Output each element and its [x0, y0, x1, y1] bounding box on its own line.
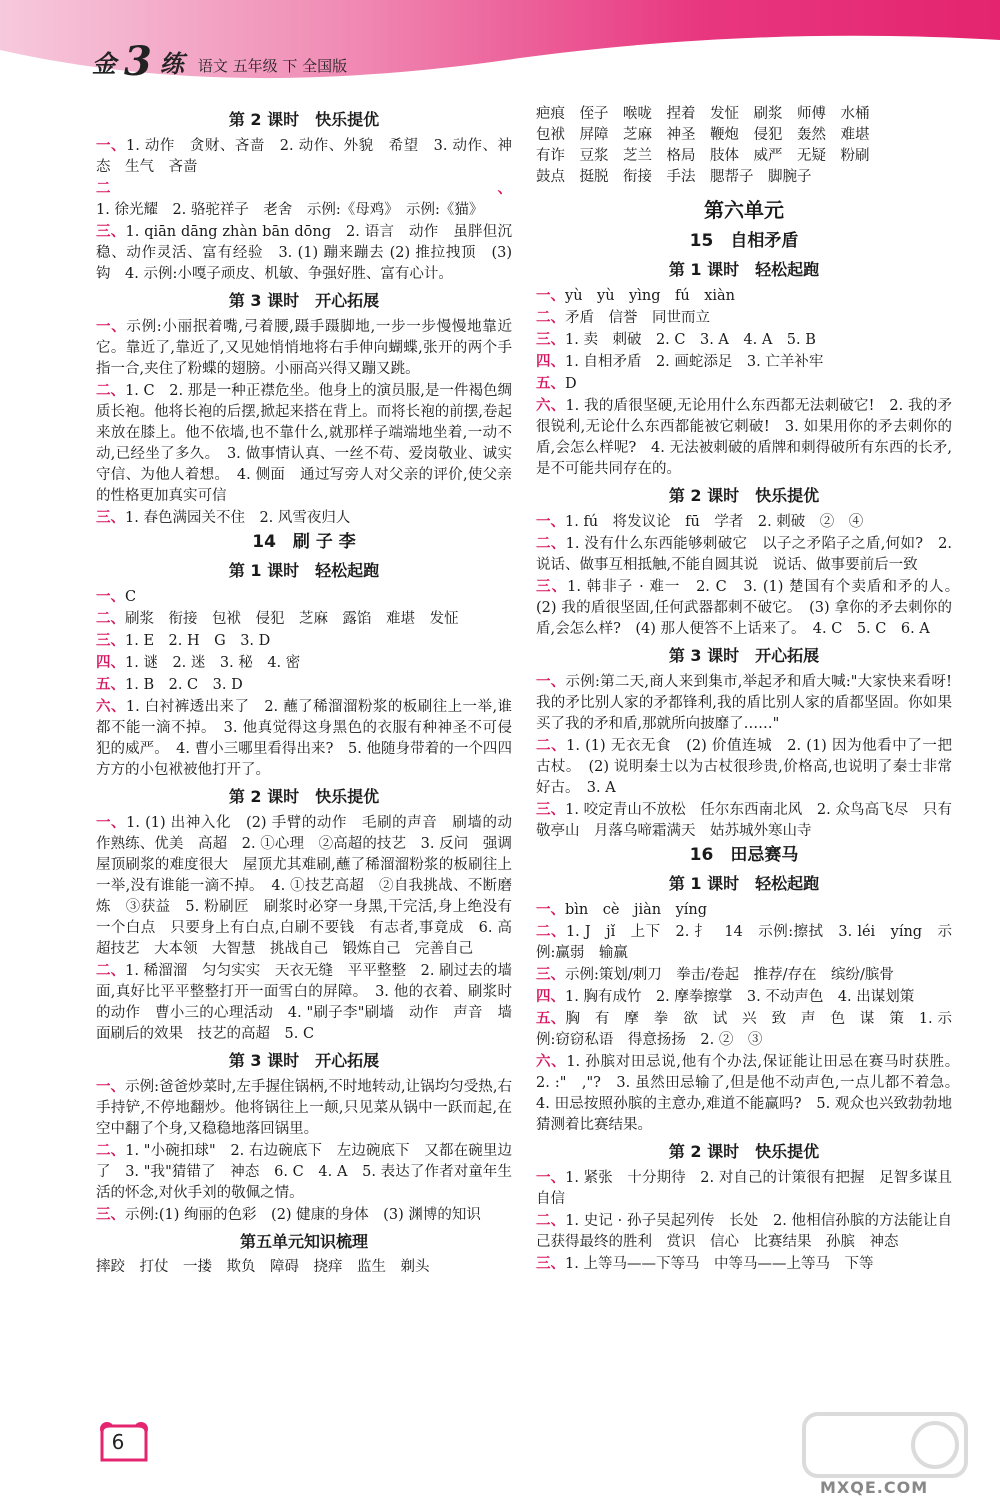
- lesson-title: [96, 529, 512, 555]
- answer-item: [536, 1051, 967, 1136]
- item-text: 示例:(1) 绚丽的色彩 (2) 健康的身体 (3) 渊博的知识: [125, 1207, 481, 1223]
- item-number-marker: 一、: [96, 588, 125, 605]
- item-text: 1. 卖 刺破 2. C 3. A 4. A 5. B: [565, 332, 816, 348]
- watermark-text: MXQE.COM: [820, 1478, 929, 1497]
- item-number-marker: 二、: [536, 737, 567, 754]
- item-number-marker: 六、: [536, 397, 566, 414]
- item-number-marker: 一、: [96, 137, 126, 154]
- answer-item: [536, 511, 952, 533]
- item-text: 第 2 课时 快乐提优: [228, 787, 380, 806]
- item-number-marker: 二、: [536, 535, 566, 552]
- brand-number: 3: [124, 38, 152, 85]
- word-list-row: [536, 146, 952, 167]
- lesson-title: [536, 842, 952, 868]
- item-number-marker: 一、: [536, 287, 565, 304]
- item-number-marker: 一、: [96, 1078, 126, 1095]
- item-text: 第 1 课时 轻松起跑: [228, 561, 380, 580]
- answer-item: [536, 899, 952, 921]
- item-text: 胸 有 摩 拳 欲 试 兴 致 声 色 谋 策 1. 示例:窃窃私语 得意扬扬 2. ② ③: [536, 1011, 952, 1048]
- brand-jin: 金: [92, 49, 116, 78]
- item-number-marker: 三、: [536, 966, 565, 983]
- item-text: 1. 白衬裤透出来了 2. 蘸了稀溜溜粉浆的板刷往上一举,谁都不能一滴不掉。 3. 他真觉得这身黑色的衣服有种神圣不可侵犯的威严。 4. 曹小三哪里看得出来? 5. 他随身带着的一个四四方方的小包袱被他打开了。: [96, 699, 512, 778]
- item-text: 1. fú 将发议论 fū 学者 2. 刺破 ② ④: [565, 514, 864, 530]
- item-number-marker: 三、: [536, 801, 566, 818]
- item-text: 1. 我的盾很坚硬,无论用什么东西都无法刺破它! 2. 我的矛很锐利,无论什么东西都能被它刺破! 3. 如果用你的矛去刺你的盾,会怎么样呢? 4. 无法被刺破的盾牌和刺得破所有东西的长矛,是不可能共同存在的。: [536, 398, 953, 477]
- answer-item: [96, 1204, 512, 1226]
- item-text: 1. "小碗扣球" 2. 右边碗底下 左边碗底下 又都在碗里边了 3. "我"猜错了 神态 6. C 4. A 5. 表达了作者对童年生活的怀念,对伙手刘的敬佩之情。: [96, 1143, 512, 1201]
- item-text: 1. 孙膑对田忌说,他有个办法,保证能让田忌在赛马时获胜。 2. :" ,"? 3. 虽然田忌输了,但是他不动声色,一点儿都不着急。 4. 田忌按照孙膑的主意办,难道不能赢吗? 5. 观众也兴致勃勃地猜测着比赛结果。: [536, 1054, 967, 1133]
- item-number-marker: 三、: [536, 578, 568, 595]
- unit-title: [536, 192, 952, 228]
- answer-item: [536, 671, 952, 735]
- item-text: 疤痕 侄子 喉咙 捏着 发怔 刷浆 师傅 水桶: [536, 106, 870, 122]
- item-number-marker: 二、: [96, 382, 126, 399]
- item-text: 1. 徐光耀 2. 骆驼祥子 老舍 示例:《母鸡》 示例:《猫》: [96, 202, 484, 218]
- header-banner: [0, 0, 1000, 85]
- item-text: 1. 紧张 十分期待 2. 对自己的计策很有把握 足智多谋且自信: [536, 1170, 952, 1207]
- brand-lian: 练: [159, 49, 184, 78]
- answer-item: [536, 921, 952, 964]
- answer-item: [96, 652, 512, 674]
- item-text: 第 1 课时 轻松起跑: [668, 874, 820, 893]
- word-list-row: [536, 125, 952, 146]
- book-meta: 语文 五年级 下 全国版: [197, 57, 348, 75]
- item-text: 第 2 课时 快乐提优: [228, 110, 380, 129]
- answer-item: [536, 964, 952, 986]
- item-number-marker: 三、: [96, 223, 126, 240]
- item-number-marker: 二、: [536, 309, 565, 326]
- answer-item: [536, 373, 952, 395]
- answer-item: [96, 1076, 512, 1140]
- item-text: 1. 没有什么东西能够刺破它 以子之矛陷子之盾,何如? 2. 说话、做事互相抵触,不能自圆其说 说话、做事要前后一致: [536, 536, 952, 573]
- item-number-marker: 三、: [96, 1206, 125, 1223]
- item-text: 鼓点 挺脱 衔接 手法 腮帮子 脚腕子: [536, 169, 812, 185]
- answer-item: [536, 1167, 952, 1210]
- answer-item: [536, 395, 952, 480]
- answer-item: [536, 351, 952, 373]
- section-heading: [536, 870, 952, 898]
- item-text: 1. 上等马——下等马 中等马——上等马 下等: [565, 1256, 874, 1272]
- item-text: yù yù yìng fú xiàn: [565, 288, 736, 304]
- item-number-marker: 五、: [536, 375, 565, 392]
- item-number-marker: 一、: [536, 513, 565, 530]
- item-text: 第 3 课时 开心拓展: [228, 291, 380, 310]
- item-text: 1. 史记 · 孙子吴起列传 长处 2. 他相信孙膑的方法能让自己获得最终的胜利 赏识 信心 比赛结果 孙膑 神态: [536, 1213, 952, 1250]
- answer-item: [96, 380, 512, 507]
- item-number-marker: 三、: [536, 331, 565, 348]
- item-text: 1. 谜 2. 迷 3. 秘 4. 密: [125, 655, 301, 671]
- answer-item: [536, 285, 952, 307]
- item-text: 第 3 课时 开心拓展: [228, 1051, 380, 1070]
- section-heading: [96, 1228, 512, 1256]
- item-text: 示例:爸爸炒菜时,左手握住锅柄,不时地转动,让锅均匀受热,右手持铲,不停地翻炒。他将锅往上一颠,只见菜从锅中一跃而起,在空中翻了个身,又稳稳地落回锅里。: [96, 1079, 512, 1137]
- lesson-title: [536, 228, 952, 254]
- answer-item: [536, 1210, 952, 1253]
- item-text: 1. (1) 无衣无食 (2) 价值连城 2. (1) 因为他看中了一把古杖。 (2) 说明秦士以为古杖很珍贵,价格高,也说明了秦士非常好古。 3. A: [536, 738, 952, 796]
- item-text: 第 2 课时 快乐提优: [668, 1142, 820, 1161]
- answer-item: [96, 812, 512, 960]
- item-text: 第 2 课时 快乐提优: [668, 486, 820, 505]
- item-text: 1. C 2. 那是一种正襟危坐。他身上的演员服,是一件褐色绸质长袍。他将长袍的后摆,掀起来搭在背上。而将长袍的前摆,卷起来放在膝上。他不依墙,也不靠什么,就那样子端端地坐着,一动不动,已经坐了多久。 3. 做事情认真、一丝不苟、爱岗敬业、诚实守信、为他人着想。 4. 侧面 通过写旁人对父亲的评价,使父亲的性格更加真实可信: [96, 383, 513, 504]
- answer-item: [536, 533, 952, 576]
- answer-item: [96, 586, 512, 608]
- word-list-row: [536, 104, 952, 125]
- item-number-marker: 二、: [96, 180, 512, 197]
- item-text: 摔跤 打仗 一搂 欺负 障碍 挠痒 监生 剃头: [96, 1259, 430, 1275]
- answer-item: [96, 696, 512, 781]
- item-number-marker: 四、: [96, 654, 125, 671]
- answer-item: [536, 986, 952, 1008]
- item-text: 1. 韩非子 · 难一 2. C 3. (1) 楚国有个卖盾和矛的人。 (2) 我的盾很坚固,任何武器都刺不破它。 (3) 拿你的矛去刺你的盾,会怎么样? (4) 那人便答不上话来了。 4. C 5. C 6. A: [536, 579, 967, 637]
- item-text: 有诈 豆浆 芝兰 格局 肢体 威严 无疑 粉刷: [536, 148, 870, 164]
- item-text: 第五单元知识梳理: [239, 1232, 368, 1251]
- item-text: 第 1 课时 轻松起跑: [668, 260, 820, 279]
- item-text: 1. 春色满园关不住 2. 风雪夜归人: [125, 510, 351, 526]
- word-list-row: [96, 1257, 512, 1278]
- item-number-marker: 一、: [536, 673, 566, 690]
- answer-item: [96, 960, 512, 1045]
- answer-item: [96, 674, 512, 696]
- section-heading: [96, 557, 512, 585]
- word-list-row: [536, 167, 952, 188]
- item-number-marker: 一、: [96, 318, 127, 335]
- section-heading: [96, 106, 512, 134]
- item-text: 1. 自相矛盾 2. 画蛇添足 3. 亡羊补牢: [565, 354, 824, 370]
- answer-item: [536, 307, 952, 329]
- answer-item: [536, 576, 967, 640]
- item-text: bìn cè jiàn yíng: [565, 902, 708, 918]
- item-text: 1. 稀溜溜 匀匀实实 天衣无缝 平平整整 2. 刷过去的墙面,真好比平平整整打开一面雪白的屏障。 3. 他的衣着、刷浆时的动作 曹小三的心理活动 4. "刷子李"刷墙 动作 声音 墙面刷后的效果 技艺的高超 5. C: [96, 963, 512, 1042]
- section-heading: [96, 287, 512, 315]
- section-heading: [536, 256, 952, 284]
- section-heading: [536, 482, 952, 510]
- item-text: 16 田忌赛马: [689, 845, 799, 865]
- item-text: 示例:策划/刺刀 拳击/卷起 推荐/存在 缤纷/膑骨: [565, 967, 894, 983]
- item-number-marker: 二、: [536, 923, 566, 940]
- item-number-marker: 二、: [536, 1212, 566, 1229]
- item-number-marker: 二、: [96, 1142, 126, 1159]
- item-text: 14 刷 子 李: [252, 532, 356, 552]
- item-text: 1. qiān dāng zhàn bān dōng 2. 语言 动作 虽胖但沉稳、动作灵活、富有经验 3. (1) 蹦来蹦去 (2) 推拉拽顶 (3) 钩 4. 示例:小嘎子顽皮、机敏、争强好胜、富有心计。: [96, 224, 512, 282]
- item-text: 1. (1) 出神入化 (2) 手臂的动作 毛刷的声音 刷墙的动作熟练、优美 高超 2. ①心理 ②高超的技艺 3. 反问 强调屋顶刷浆的难度很大 屋顶尤其难刷,蘸了稀溜溜粉浆的板刷往上一举,没有谁能一滴不掉。 4. ①技艺高超 ②自我挑战、不断磨炼 ③获益 5. 粉刷匠 刷浆时必穿一身黑,干完活,身上绝没有一个白点 只要身上有白点,白刷不要钱 有志者,事竟成 6. 高超技艺 大本领 大智慧 挑战自己 锻炼自己 完善自己: [96, 815, 512, 957]
- answer-item: [96, 1140, 512, 1204]
- item-number-marker: 三、: [96, 632, 125, 649]
- item-text: 1. J jǐ 上下 2. 扌 14 示例:擦拭 3. léi yíng 示例:赢弱 输赢: [536, 924, 953, 961]
- answer-item: [96, 608, 512, 630]
- item-text: 1. E 2. H G 3. D: [125, 633, 271, 649]
- left-column: [96, 104, 512, 1278]
- answer-item: [96, 178, 512, 221]
- page-number: 6: [111, 1430, 125, 1454]
- item-number-marker: 四、: [536, 353, 565, 370]
- item-number-marker: 一、: [536, 1169, 566, 1186]
- section-heading: [96, 1047, 512, 1075]
- section-heading: [536, 642, 952, 670]
- answer-item: [96, 507, 512, 529]
- answer-item: [536, 1008, 952, 1051]
- item-text: 1. 咬定青山不放松 任尔东西南北风 2. 众鸟高飞尽 只有敬亭山 月落乌啼霜满天 姑苏城外寒山寺: [536, 802, 952, 839]
- answer-item: [536, 1253, 952, 1275]
- answer-item: [96, 221, 512, 285]
- item-number-marker: 四、: [536, 988, 565, 1005]
- brand-logo: [92, 38, 348, 85]
- answer-item: [96, 630, 512, 652]
- item-number-marker: 六、: [536, 1053, 567, 1070]
- item-text: 1. 胸有成竹 2. 摩拳擦掌 3. 不动声色 4. 出谋划策: [565, 989, 915, 1005]
- item-text: 包袱 屏障 芝麻 神圣 鞭炮 侵犯 轰然 难堪: [536, 127, 870, 143]
- item-number-marker: 二、: [96, 962, 126, 979]
- answer-item: [96, 135, 512, 178]
- item-text: 示例:小丽抿着嘴,弓着腰,蹑手蹑脚地,一步一步慢慢地靠近它。靠近了,靠近了,又见她悄悄地将右手伸向蝴蝶,张开的两个手指一合,夹住了粉蝶的翅膀。小丽高兴得又蹦又跳。: [96, 319, 512, 377]
- section-heading: [96, 783, 512, 811]
- right-column: [536, 104, 967, 1275]
- item-number-marker: 一、: [96, 814, 127, 831]
- item-text: 第 3 课时 开心拓展: [668, 646, 820, 665]
- item-number-marker: 二、: [96, 610, 125, 627]
- page-number-badge: [98, 1420, 150, 1464]
- item-number-marker: 三、: [536, 1255, 565, 1272]
- answer-item: [536, 735, 952, 799]
- item-text: 第六单元: [704, 198, 784, 222]
- item-text: 15 自相矛盾: [689, 231, 799, 251]
- item-text: 示例:第二天,商人来到集市,举起矛和盾大喊:"大家快来看呀!我的矛比别人家的矛都锋利,我的盾比别人家的盾都坚固。你如果买了我的矛和盾,那就所向披靡了……": [536, 674, 953, 732]
- item-number-marker: 一、: [536, 901, 565, 918]
- item-number-marker: 六、: [96, 698, 126, 715]
- item-text: C: [125, 589, 137, 605]
- answer-item: [96, 316, 512, 380]
- item-number-marker: 三、: [96, 509, 125, 526]
- item-text: 刷浆 衔接 包袱 侵犯 芝麻 露馅 难堪 发怔: [125, 611, 459, 627]
- section-heading: [536, 1138, 952, 1166]
- answer-item: [536, 799, 952, 842]
- item-text: 1. 动作 贪财、吝啬 2. 动作、外貌 希望 3. 动作、神态 生气 吝啬: [96, 138, 512, 175]
- item-text: 1. B 2. C 3. D: [125, 677, 243, 693]
- item-number-marker: 五、: [96, 676, 125, 693]
- item-text: 矛盾 信誉 同世而立: [565, 310, 710, 326]
- item-text: D: [565, 376, 577, 392]
- answer-item: [536, 329, 952, 351]
- item-number-marker: 五、: [536, 1010, 566, 1027]
